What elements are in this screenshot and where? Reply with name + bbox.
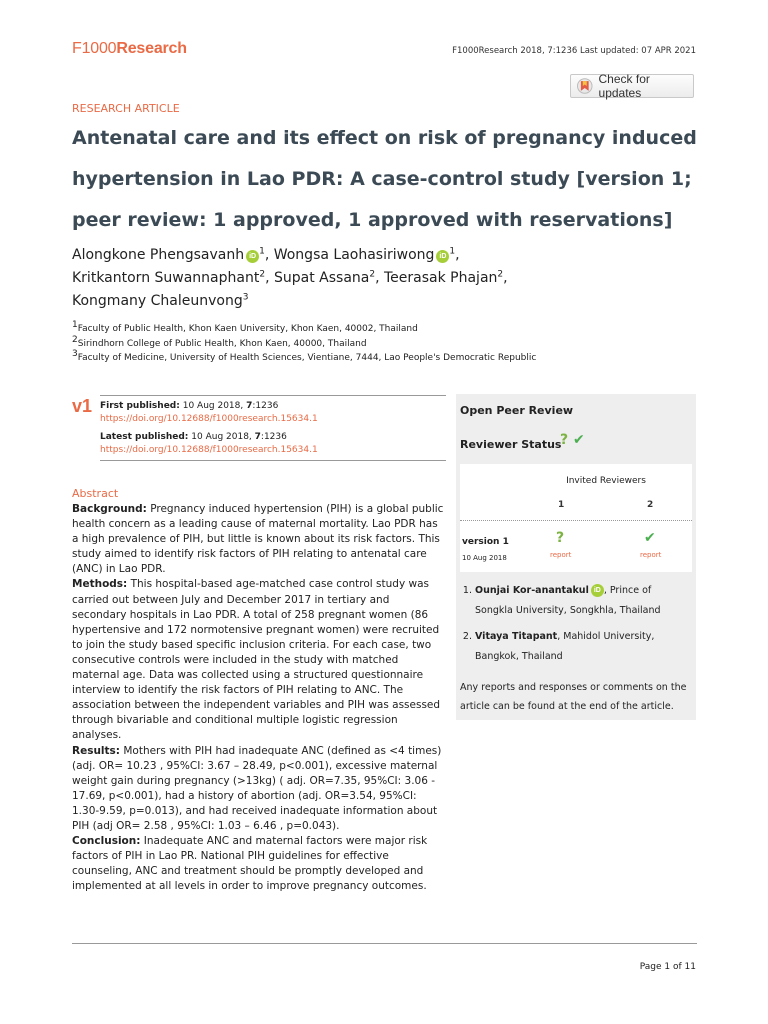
reviewer-item: 1. Ounjai Kor-anantakul iD , Prince of Songkla University, Songkhla, Thailand (475, 581, 692, 621)
author-list: Alongkone Phengsavanh $iD^1$, Wongsa Laohasiriwong $iD^1$, Kritkantorn Suwannaphant$^2$, Supat Assana$^2$, Teerasak Phajan$^2$, Kongmany Chaleunvong$^3$ (72, 246, 508, 309)
abstract-conclusion: Conclusion: Inadequate ANC and maternal factors were major risk factors of PIH in Lao PR. National PIH guidelines for effective counseling, ANC and treatment should be promptly developed and implemented at all levels in order to improve pregnancy outcomes. (72, 835, 428, 893)
approved-with-reservations-icon: ? (556, 530, 565, 546)
reviewer-status-label: Reviewer Status (460, 438, 562, 451)
check-for-updates-button[interactable] (570, 74, 694, 98)
reviewer-status-icons (560, 432, 585, 448)
divider (460, 520, 692, 521)
first-published: First published: 10 Aug 2018, 7:1236 https://doi.org/10.12688/f1000research.15634.1 (100, 401, 318, 424)
article-title: Antenatal care and its effect on risk of pregnancy induced hypertension in Lao PDR: A case-control study [version 1; peer review: 1 approved, 1 approved with reservations] (72, 127, 697, 231)
orcid-icon[interactable]: iD (591, 584, 604, 597)
reviewer-col-2: 2 (647, 500, 654, 510)
abstract-results: Results: Mothers with PIH had inadequate ANC (defined as <4 times) (adj. OR= 10.23 , 95%CI: 3.67 – 28.49, p<0.001), excessive maternal weight gain during pregnancy (>13kg) ( adj. OR=7.35, 95%CI: 3.06 - 17.69, p<0.001), had a history of abortion (adj. OR=3.54, 95%CI: 1.30-9.59, p=0.013), and had received inadequate information about PIH (adj OR= 2.58 , 95%CI: 1.03 – 6.46 , p=0.043). (72, 744, 442, 832)
abstract-background: Background: Pregnancy induced hypertension (PIH) is a global public health concern as a leading cause of maternal mortality. Lao PDR has a high prevalence of PIH, but little is known about its risk factors. This study aimed to identify risk factors of PIH relating to antenatal care (ANC) in Lao PDR. (72, 503, 444, 576)
version-row-date: 10 Aug 2018 (462, 554, 507, 562)
author-2[interactable]: Wongsa Laohasiriwong $iD^1$ (273, 246, 456, 263)
f1000research-logo[interactable]: F1000Research (72, 40, 187, 57)
reports-note: Any reports and responses or comments on the article can be found at the end of the article. (460, 682, 687, 712)
reviewer-item: 2. Vitaya Titapant, Mahidol University, Bangkok, Thailand (475, 627, 692, 667)
footer-divider (72, 943, 697, 944)
affiliation-3: $^3$Faculty of Medicine, University of Health Sciences, Vientiane, 7444, Lao People's Democratic Republic (72, 349, 537, 363)
author-3[interactable]: Kritkantorn Suwannaphant$^2$ (72, 269, 266, 286)
affiliation-1: $^1$Faculty of Public Health, Khon Kaen University, Khon Kaen, 40002, Thailand (72, 320, 418, 334)
page-number: Page 1 of 11 (639, 962, 696, 972)
approved-icon: ✔ (644, 530, 656, 546)
latest-published: Latest published: 10 Aug 2018, 7:1236 https://doi.org/10.12688/f1000research.15634.1 (100, 432, 318, 455)
publication-info (100, 400, 446, 462)
affiliation-2: $^2$Sirindhorn College of Public Health, Khon Kaen, 40000, Thailand (72, 334, 367, 349)
author-4[interactable]: Supat Assana$^2$ (273, 269, 376, 286)
check-updates-icon (577, 78, 593, 94)
author-1[interactable]: Alongkone Phengsavanh $iD^1$ (72, 246, 265, 263)
approved-icon: ✔ (573, 432, 585, 448)
latest-published-doi-link[interactable]: https://doi.org/10.12688/f1000research.15634.1 (100, 445, 318, 455)
version-row-label: version 1 (462, 537, 509, 547)
abstract-methods: Methods: This hospital-based age-matched case control study was carried out between July and December 2017 in tertiary and secondary hospitals in Lao PDR. A total of 258 pregnant women (86 hypertensive and 172 normotensive pregnant women) were recruited to join the study based specific inclusion criteria. For each case, two consecutive controls were included in the study with matched maternal age. Data was collected using a structured questionnaire interview to identify the risk factors of PIH relating to ANC. The association between the independent variables and PIH was assessed through bivariable and conditional multiple logistic regression analyses. (72, 578, 441, 742)
orcid-icon[interactable]: iD (436, 250, 449, 263)
reviewer-list (460, 581, 692, 673)
report-2-link[interactable]: report (640, 551, 662, 559)
affiliations (72, 322, 712, 366)
check-updates-label: Check for updates (598, 72, 650, 100)
reviewer-col-1: 1 (558, 500, 565, 510)
author-5[interactable]: Teerasak Phajan$^2$ (384, 269, 504, 286)
report-1-link[interactable]: report (550, 551, 572, 559)
invited-reviewers-label: Invited Reviewers (566, 476, 646, 486)
divider (100, 395, 446, 396)
approved-with-reservations-icon: ? (560, 432, 569, 448)
first-published-doi-link[interactable]: https://doi.org/10.12688/f1000research.15634.1 (100, 414, 318, 424)
header-meta: F1000Research 2018, 7:1236 Last updated: 07 APR 2021 (452, 46, 696, 56)
open-peer-review-title: Open Peer Review (460, 404, 574, 417)
author-6[interactable]: Kongmany Chaleunvong$^3$ (72, 292, 249, 309)
divider (100, 460, 446, 461)
article-type-label: RESEARCH ARTICLE (72, 102, 180, 115)
orcid-icon[interactable]: iD (246, 250, 259, 263)
abstract-heading: Abstract (72, 487, 119, 500)
abstract-body (72, 502, 446, 894)
version-badge: v1 (72, 396, 93, 416)
